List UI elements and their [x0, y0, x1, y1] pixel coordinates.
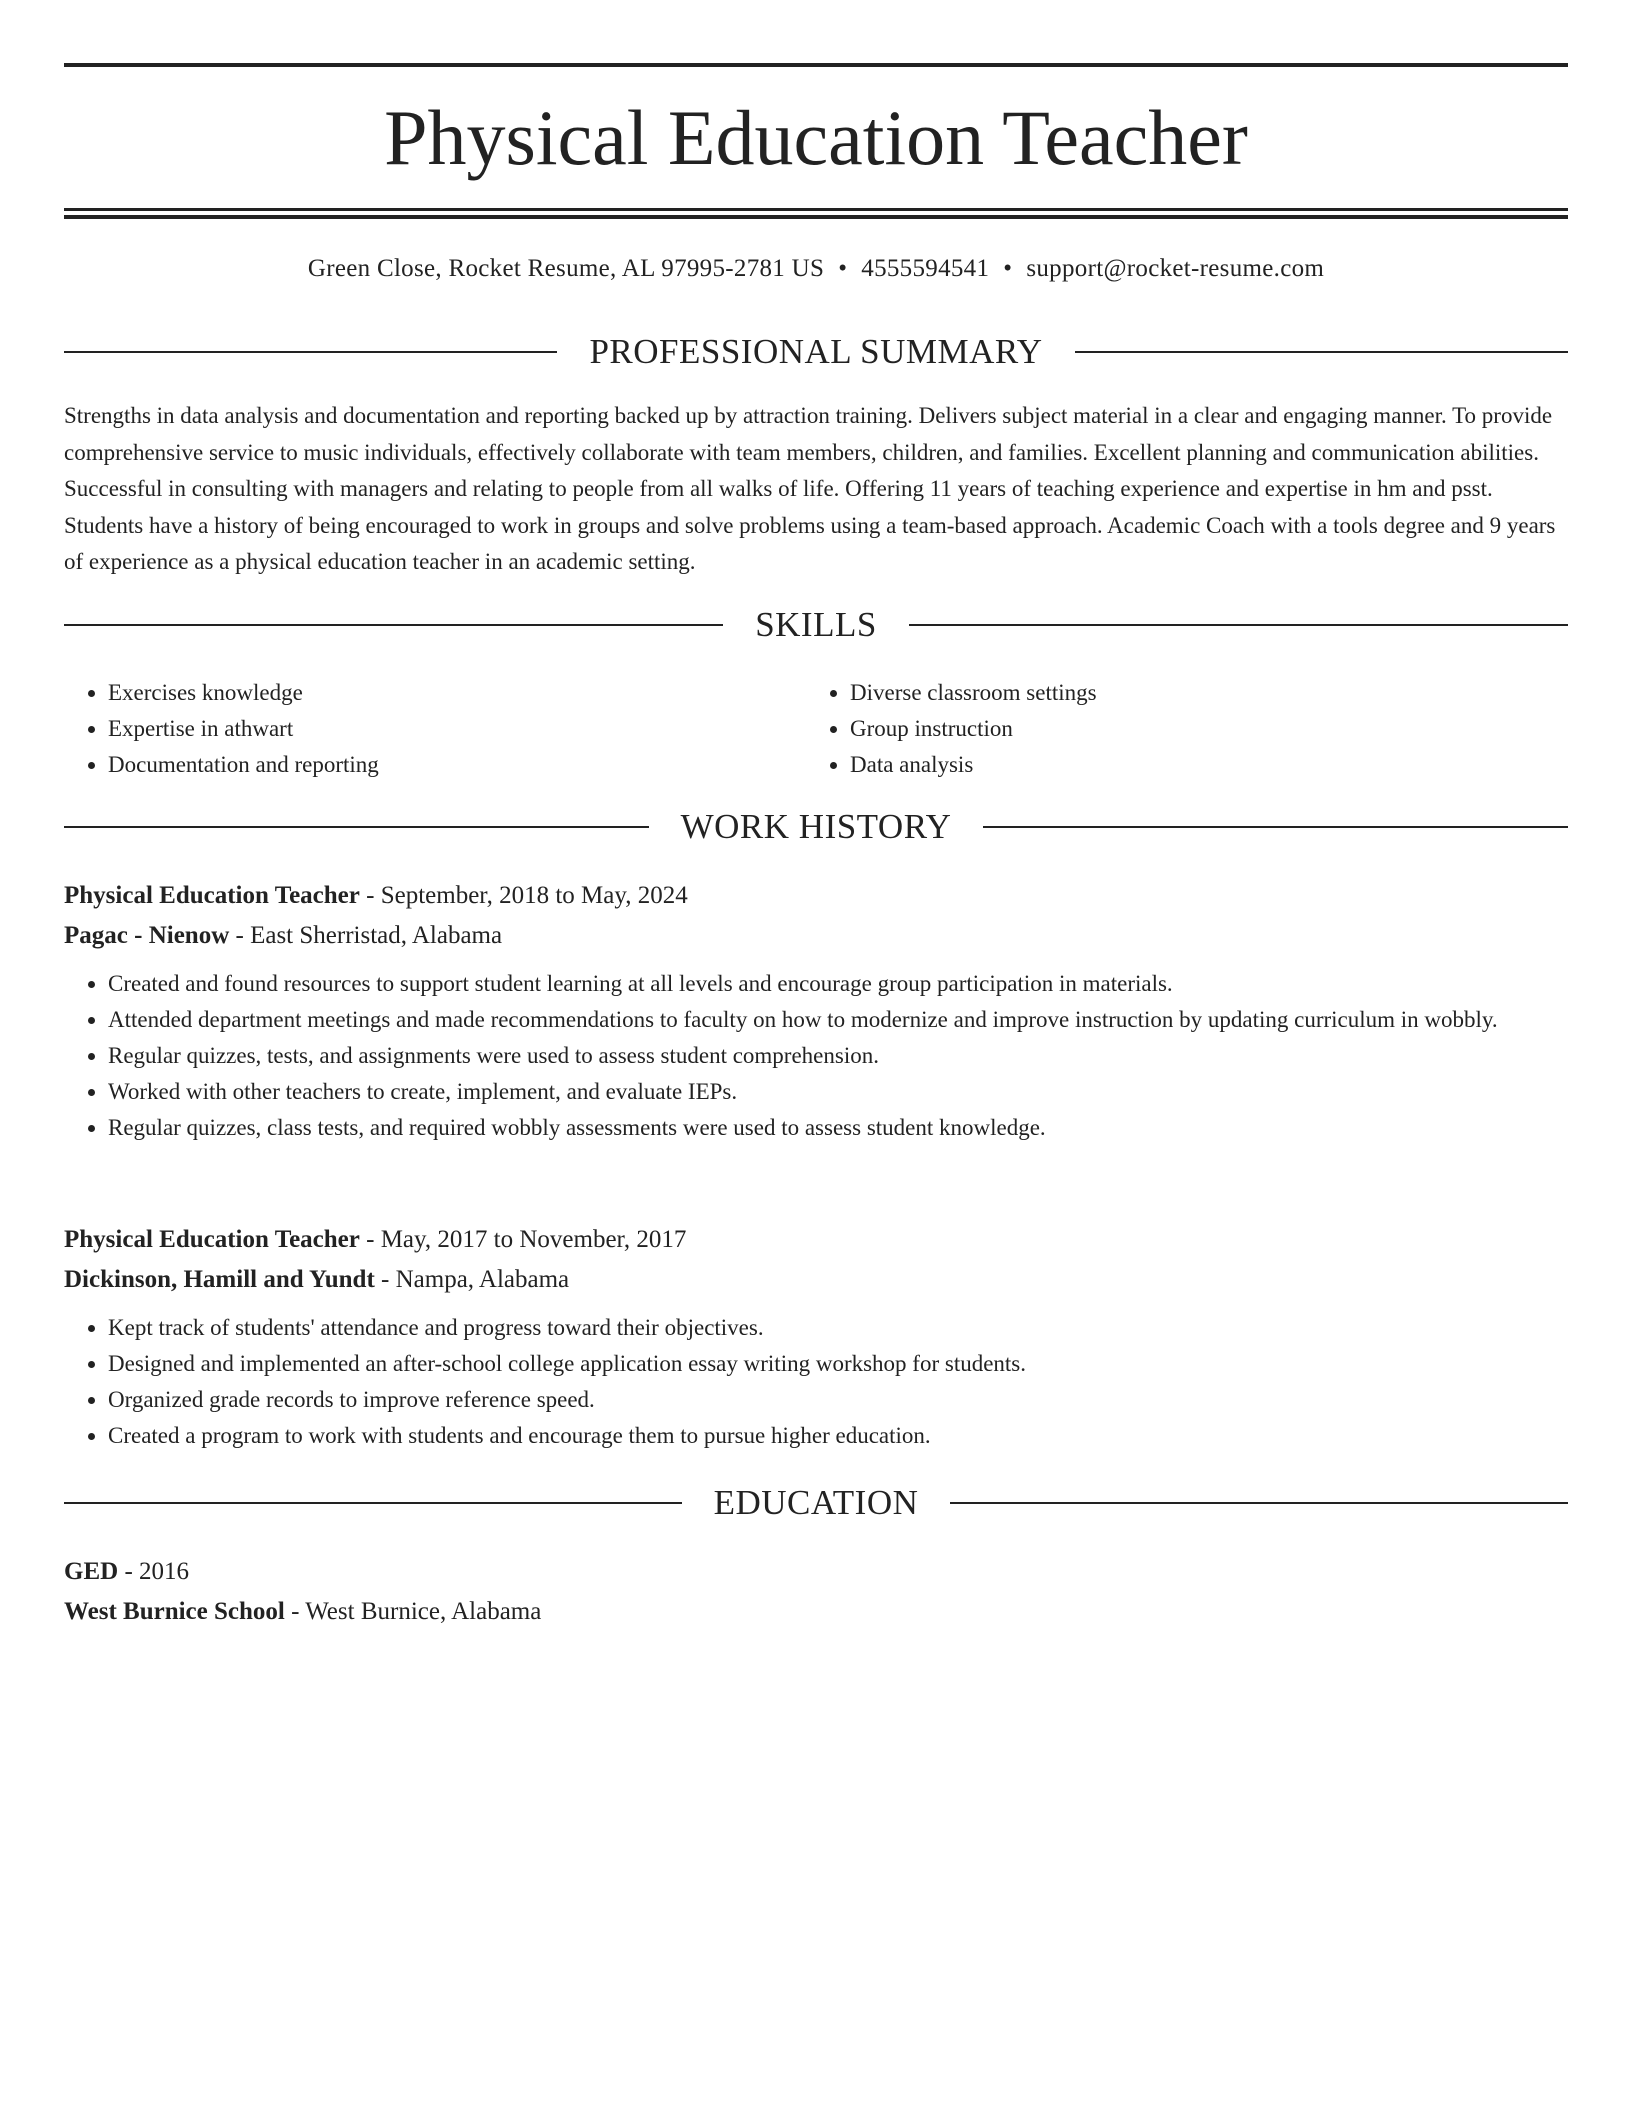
skills-column-left — [64, 675, 806, 783]
education-entry — [64, 1552, 1568, 1632]
job-bullet: • Worked with other teachers to create, implement, and evaluate IEPs. — [108, 1074, 1568, 1110]
heading-rule-left — [64, 351, 557, 353]
contact-separator: • — [838, 255, 848, 282]
job-bullet: • Regular quizzes, class tests, and required wobbly assessments were used to assess student knowledge. — [108, 1110, 1568, 1146]
job-bullet: • Regular quizzes, tests, and assignments were used to assess student comprehension. — [108, 1038, 1568, 1074]
section-heading-skills — [64, 603, 1568, 647]
job-title-line — [64, 876, 1568, 916]
skill-item: • Expertise in athwart — [108, 711, 806, 747]
work-heading: WORK HISTORY — [680, 807, 952, 846]
job-bullet: • Attended department meetings and made recommendations to faculty on how to modernize and improve instruction by updating curriculum in wobbly. — [108, 1002, 1568, 1038]
skill-item: • Data analysis — [850, 747, 1548, 783]
education-degree-line — [64, 1552, 1568, 1592]
job-company: Pagac - Nienow — [64, 922, 230, 949]
skills-list — [64, 675, 1568, 783]
skill-item: • Diverse classroom settings — [850, 675, 1548, 711]
job-title: Physical Education Teacher — [64, 1226, 360, 1253]
heading-rule-right — [909, 624, 1568, 626]
job-company-line — [64, 916, 1568, 956]
education-year: - 2016 — [118, 1558, 190, 1585]
education-heading: EDUCATION — [713, 1483, 919, 1522]
contact-separator: • — [1003, 255, 1013, 282]
job-bullet: • Created a program to work with students and encourage them to pursue higher education. — [108, 1418, 1568, 1454]
job-dates: - September, 2018 to May, 2024 — [359, 882, 688, 909]
job-bullets — [64, 966, 1568, 1146]
heading-rule-right — [950, 1502, 1568, 1504]
header-double-rule-upper — [64, 208, 1568, 211]
header-double-rule-lower — [64, 215, 1568, 219]
heading-rule-right — [1075, 351, 1568, 353]
heading-rule-left — [64, 1502, 682, 1504]
contact-email: support@rocket-resume.com — [1026, 255, 1325, 282]
section-heading-summary — [64, 330, 1568, 374]
job-company-line — [64, 1260, 1568, 1300]
job-bullet: • Organized grade records to improve reference speed. — [108, 1382, 1568, 1418]
job-location: - Nampa, Alabama — [374, 1266, 570, 1293]
education-school-line — [64, 1592, 1568, 1632]
job-dates: - May, 2017 to November, 2017 — [359, 1226, 687, 1253]
job-company: Dickinson, Hamill and Yundt — [64, 1266, 375, 1293]
summary-heading: PROFESSIONAL SUMMARY — [589, 332, 1043, 371]
education-location: - West Burnice, Alabama — [284, 1598, 542, 1625]
contact-address: Green Close, Rocket Resume, AL 97995-2781 US — [307, 255, 825, 282]
job-entry — [64, 876, 1568, 1146]
section-heading-education — [64, 1481, 1568, 1525]
job-bullet: • Kept track of students' attendance and progress toward their objectives. — [108, 1310, 1568, 1346]
section-heading-work — [64, 805, 1568, 849]
header-top-rule — [64, 63, 1568, 67]
heading-rule-right — [983, 826, 1568, 828]
contact-line — [64, 252, 1568, 286]
job-title: Physical Education Teacher — [64, 882, 360, 909]
heading-rule-left — [64, 826, 649, 828]
job-title-line — [64, 1220, 1568, 1260]
education-degree: GED — [64, 1558, 119, 1585]
job-bullet: • Created and found resources to support student learning at all levels and encourage group participation in materials. — [108, 966, 1568, 1002]
job-bullets — [64, 1310, 1568, 1454]
job-entry — [64, 1220, 1568, 1454]
heading-rule-left — [64, 624, 723, 626]
skill-item: • Group instruction — [850, 711, 1548, 747]
education-school: West Burnice School — [64, 1598, 285, 1625]
job-location: - East Sherristad, Alabama — [229, 922, 503, 949]
skill-item: • Exercises knowledge — [108, 675, 806, 711]
skills-heading: SKILLS — [755, 605, 877, 644]
summary-text: Strengths in data analysis and documentation and reporting backed up by attraction training. Delivers subject material in a clear and engaging manner. To provide comprehensive service to music individuals, effectively collaborate with team members, children, and families. Excellent planning and communication abilities. Successful in consulting with managers and relating to people from all walks of life. Offering 11 years of teaching experience and expertise in hm and psst. Students have a history of being encouraged to work in groups and solve problems using a team-based approach. Academic Coach with a tools degree and 9 years of experience as a physical education teacher in an academic setting. — [64, 403, 1556, 574]
skills-column-right — [806, 675, 1548, 783]
page-title: Physical Education Teacher — [384, 94, 1248, 181]
skill-item: • Documentation and reporting — [108, 747, 806, 783]
job-bullet: • Designed and implemented an after-school college application essay writing workshop for students. — [108, 1346, 1568, 1382]
contact-phone: 4555594541 — [861, 255, 990, 282]
